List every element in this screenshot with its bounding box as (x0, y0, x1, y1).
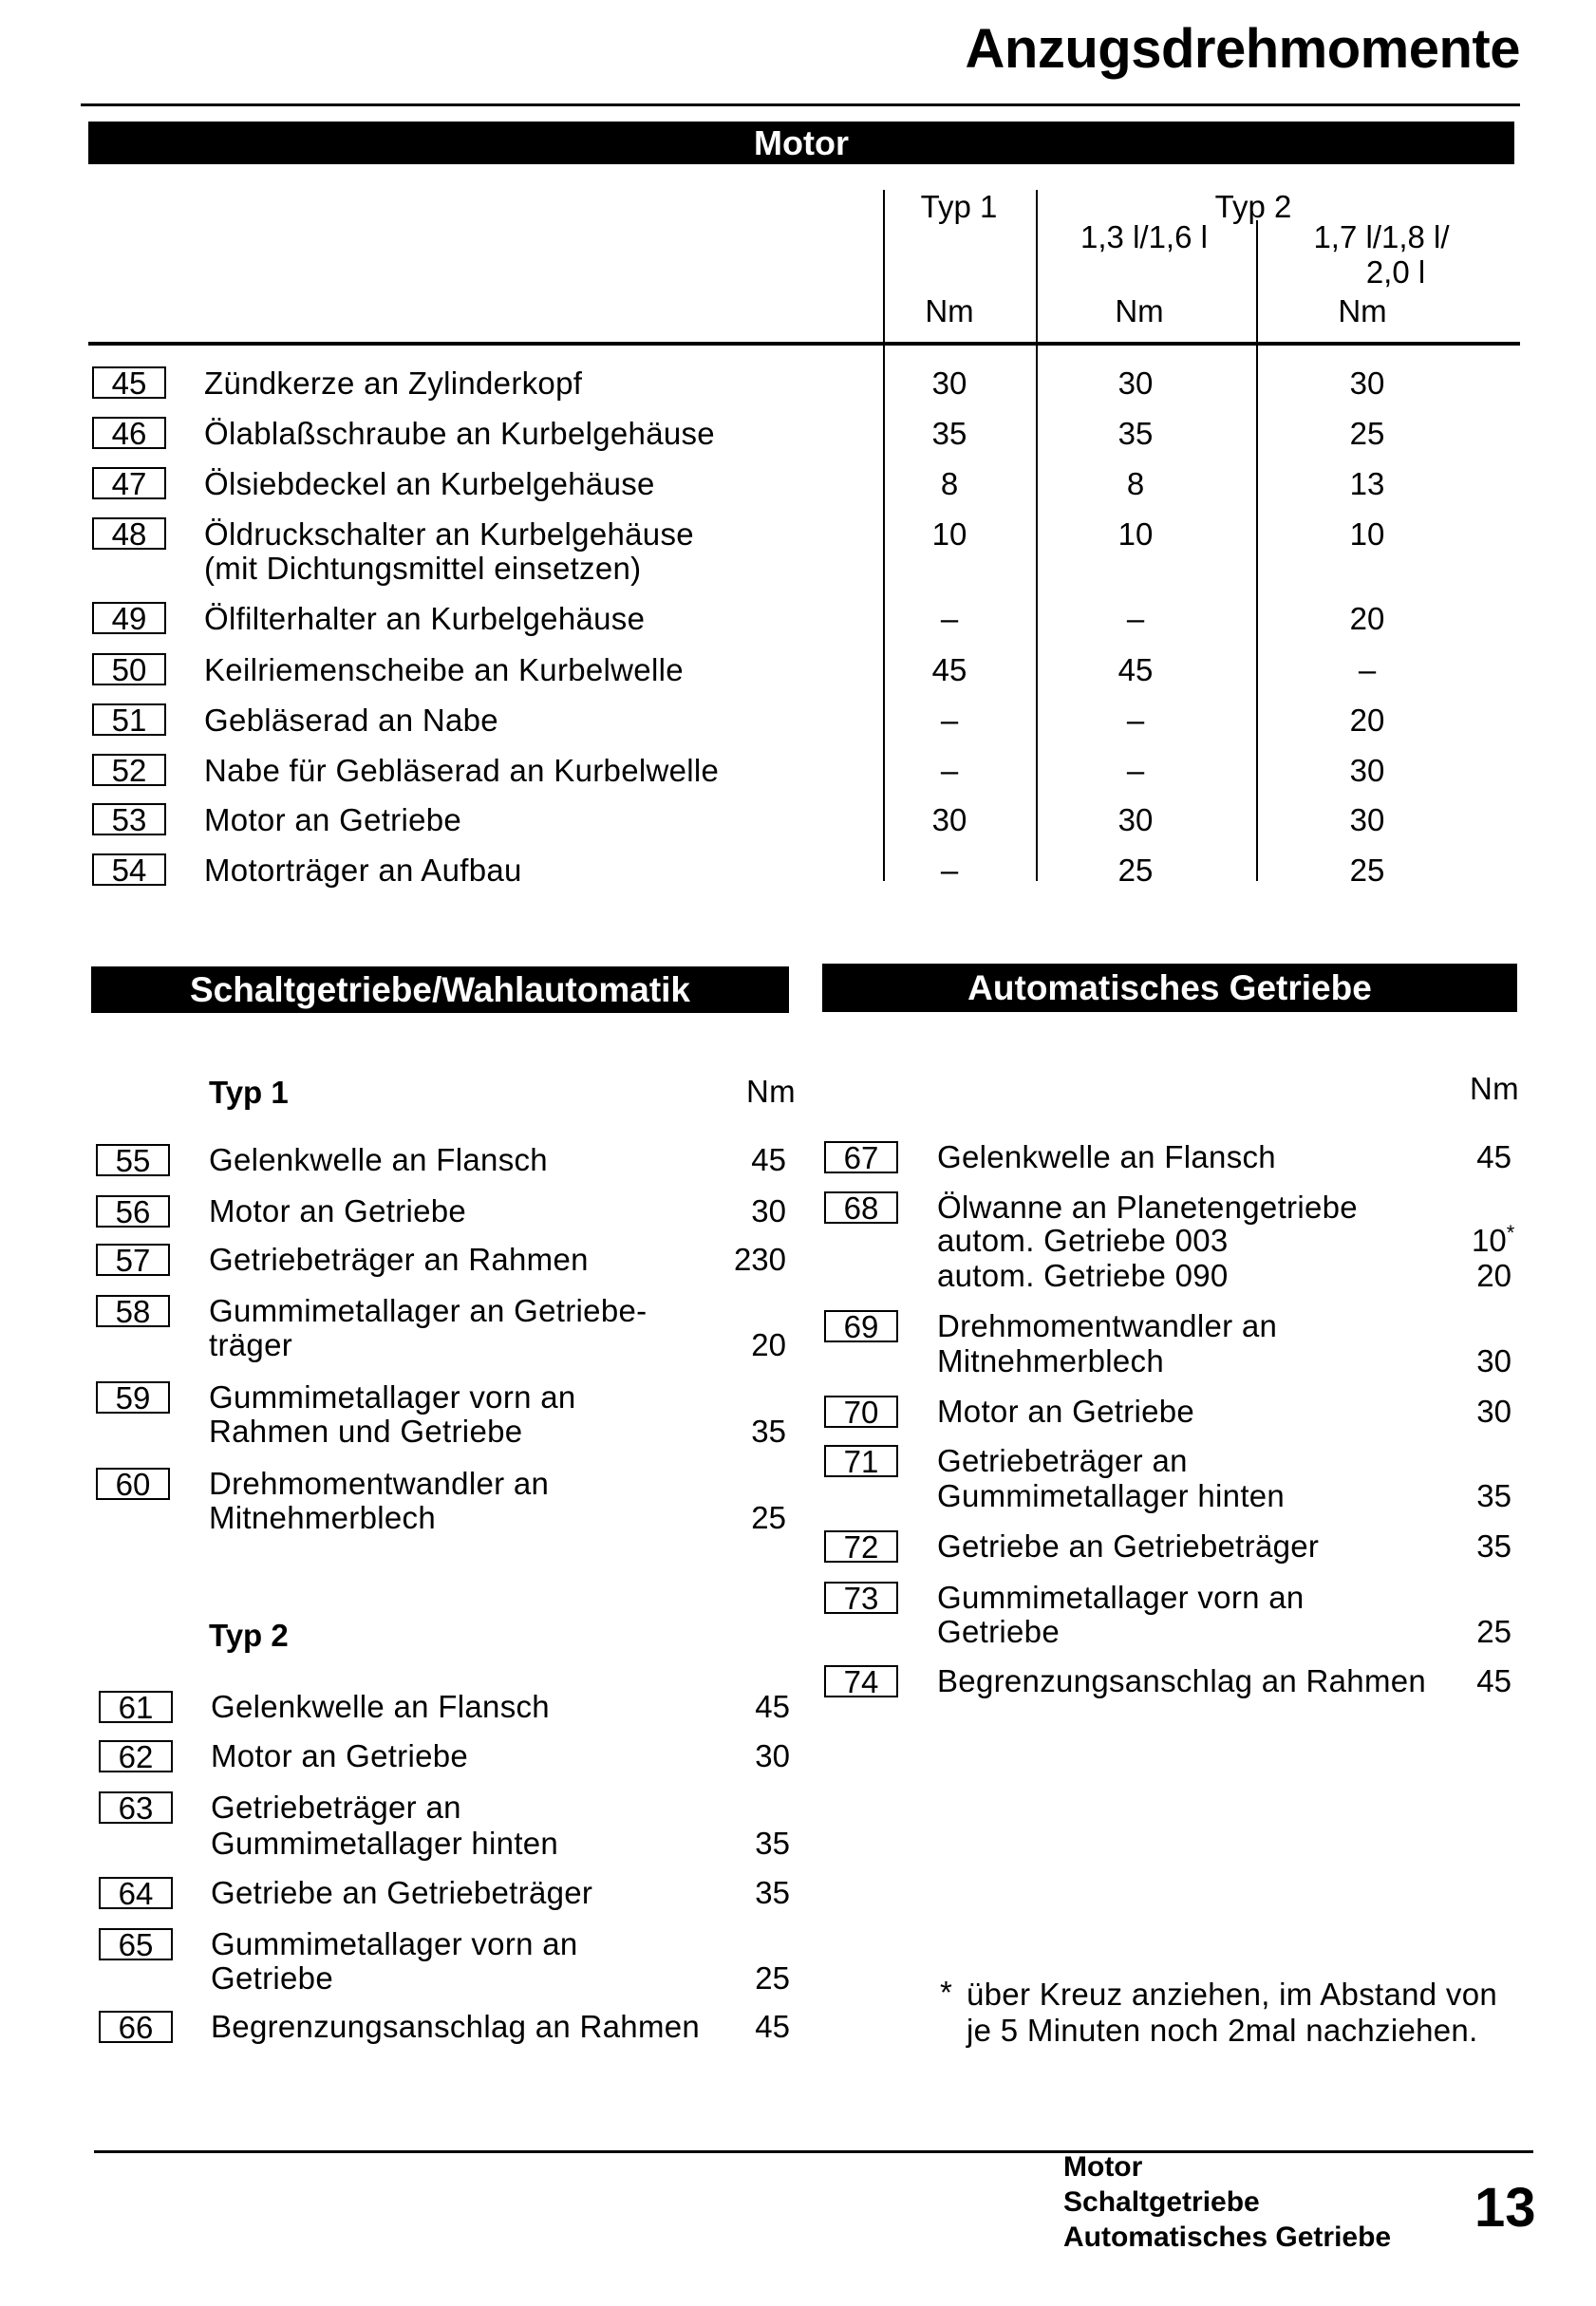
value-typ1: 35 (931, 416, 967, 451)
value-typ2a: 8 (1126, 466, 1145, 501)
column-header-typ2: Typ 2 (1214, 189, 1292, 224)
item-description: Getriebeträger an (937, 1443, 1188, 1478)
item-description-line2: Getriebe (211, 1960, 333, 1996)
footnote-line-2: je 5 Minuten noch 2mal nachziehen. (967, 2013, 1478, 2048)
item-number-box: 52 (92, 754, 166, 786)
item-number-box: 59 (96, 1381, 170, 1414)
value-typ2a: 25 (1117, 853, 1154, 888)
footnote-line-1: über Kreuz anziehen, im Abstand von (967, 1977, 1498, 2012)
item-description: Gummimetallager vorn an (209, 1379, 576, 1415)
value-typ2b: 25 (1349, 416, 1385, 451)
item-description: Getriebeträger an (211, 1790, 461, 1825)
item-description: Motor an Getriebe (211, 1738, 469, 1773)
footer-rule (94, 2150, 1533, 2153)
item-number-box: 50 (92, 653, 166, 685)
item-description: Gummimetallager an Getriebe- (209, 1293, 648, 1328)
value-typ2b: 10 (1349, 516, 1385, 552)
item-number-box: 51 (92, 703, 166, 736)
item-description: Zündkerze an Zylinderkopf (204, 366, 583, 401)
item-description: Ölfilterhalter an Kurbelgehäuse (204, 601, 646, 636)
item-number-box: 60 (96, 1468, 170, 1500)
item-number-box: 67 (824, 1141, 898, 1173)
item-description: Begrenzungsanschlag an Rahmen (937, 1663, 1427, 1698)
value-nm: 30 (755, 1738, 790, 1773)
item-description: Gummimetallager vorn an (211, 1926, 578, 1961)
item-description-variant-003: autom. Getriebe 003 (937, 1223, 1229, 1258)
value-nm: 45 (755, 2009, 790, 2044)
value-nm: 35 (751, 1414, 786, 1449)
item-number-box: 45 (92, 366, 166, 399)
item-description: Gelenkwelle an Flansch (211, 1689, 550, 1724)
item-description-line2: Gummimetallager hinten (211, 1826, 559, 1861)
item-number-box: 63 (99, 1791, 173, 1824)
item-number-box: 72 (824, 1530, 898, 1563)
column-divider-1 (883, 190, 885, 881)
value-typ1: 10 (931, 516, 967, 552)
value-nm: 45 (1476, 1663, 1512, 1698)
item-description: Gelenkwelle an Flansch (937, 1139, 1276, 1174)
item-number-box: 69 (824, 1310, 898, 1342)
item-number-box: 62 (99, 1740, 173, 1772)
item-number-box: 68 (824, 1191, 898, 1224)
value-nm: 25 (751, 1500, 786, 1535)
value-typ2a: 30 (1117, 366, 1154, 401)
item-description: Gelenkwelle an Flansch (209, 1142, 548, 1177)
item-number-box: 70 (824, 1396, 898, 1428)
value-nm: 35 (1476, 1528, 1512, 1564)
item-number-box: 57 (96, 1244, 170, 1276)
item-description: Getriebe an Getriebeträger (937, 1528, 1320, 1564)
value-typ1: – (940, 703, 959, 738)
value-typ2a: 35 (1117, 416, 1154, 451)
column-unit-typ2a: Nm (1115, 293, 1164, 328)
item-description: Begrenzungsanschlag an Rahmen (211, 2009, 701, 2044)
item-description: Gummimetallager vorn an (937, 1580, 1305, 1615)
value-nm: 30 (1476, 1343, 1512, 1378)
column-header-typ2-large-2: 2,0 l (1365, 254, 1426, 290)
section-header-schaltgetriebe (91, 966, 789, 1013)
value-nm: 35 (1476, 1478, 1512, 1513)
unit-label: Nm (1470, 1071, 1519, 1106)
value-typ2a: 30 (1117, 802, 1154, 837)
value-typ2b: 13 (1349, 466, 1385, 501)
item-description: Motorträger an Aufbau (204, 853, 522, 888)
item-description: Ölwanne an Planetengetriebe (937, 1190, 1358, 1225)
page-number: 13 (1474, 2177, 1536, 2239)
item-description-line2: träger (209, 1327, 293, 1362)
value-typ1: – (940, 753, 959, 788)
value-typ1: 45 (931, 652, 967, 687)
footer-item-automatik: Automatisches Getriebe (1063, 2222, 1392, 2253)
value-nm-003 (1472, 1221, 1515, 1258)
section-header-schaltgetriebe-label: Schaltgetriebe/Wahlautomatik (189, 970, 690, 1009)
value-typ1: – (940, 853, 959, 888)
item-description-line2: Gummimetallager hinten (937, 1478, 1286, 1513)
value-nm: 30 (1476, 1394, 1512, 1429)
item-description: Getriebe an Getriebeträger (211, 1875, 593, 1910)
section-header-motor (88, 122, 1514, 164)
value-typ1: – (940, 601, 959, 636)
column-unit-typ1: Nm (925, 293, 974, 328)
item-number-box: 66 (99, 2011, 173, 2043)
item-number-box: 47 (92, 467, 166, 499)
value-nm: 30 (751, 1193, 786, 1228)
item-number-box: 65 (99, 1928, 173, 1960)
column-header-typ1: Typ 1 (920, 189, 998, 224)
subheading-typ2: Typ 2 (209, 1618, 289, 1653)
value-nm: 25 (755, 1960, 790, 1996)
value-nm: 230 (733, 1242, 786, 1277)
item-number-box: 56 (96, 1195, 170, 1228)
column-divider-3 (1256, 220, 1258, 881)
section-header-automatik (822, 964, 1517, 1012)
item-description: Drehmomentwandler an (209, 1466, 550, 1501)
footer-item-motor: Motor (1063, 2151, 1143, 2183)
value-nm: 35 (755, 1875, 790, 1910)
item-description: Ölsiebdeckel an Kurbelgehäuse (204, 466, 655, 501)
item-description-line2: Mitnehmerblech (209, 1500, 436, 1535)
item-description: Motor an Getriebe (209, 1193, 467, 1228)
item-description-note: (mit Dichtungsmittel einsetzen) (204, 551, 642, 586)
item-number-box: 48 (92, 517, 166, 550)
item-number-box: 46 (92, 417, 166, 449)
value-typ2a: – (1126, 703, 1145, 738)
title-rule (81, 103, 1520, 106)
footnote-marker: * (1506, 1221, 1515, 1245)
item-number-box: 71 (824, 1445, 898, 1477)
value-nm: 45 (751, 1142, 786, 1177)
item-number-box: 73 (824, 1582, 898, 1614)
item-description: Keilriemenscheibe an Kurbelwelle (204, 652, 684, 687)
item-number-box: 49 (92, 602, 166, 634)
header-rule (88, 342, 1520, 346)
column-header-typ2-small: 1,3 l/1,6 l (1080, 219, 1208, 254)
value-typ2b: 20 (1349, 601, 1385, 636)
value-typ2a: 10 (1117, 516, 1154, 552)
value-typ2a: – (1126, 753, 1145, 788)
value-typ2b: 30 (1349, 802, 1385, 837)
value-typ1: 30 (931, 366, 967, 401)
section-header-automatik-label: Automatisches Getriebe (967, 968, 1372, 1007)
value-typ2b: 30 (1349, 753, 1385, 788)
item-description: Motor an Getriebe (204, 802, 462, 837)
value-nm: 25 (1476, 1614, 1512, 1649)
item-description-variant-090: autom. Getriebe 090 (937, 1258, 1229, 1293)
item-description: Nabe für Gebläserad an Kurbelwelle (204, 753, 720, 788)
item-number-box: 55 (96, 1144, 170, 1176)
value-nm: 35 (755, 1826, 790, 1861)
item-description: Gebläserad an Nabe (204, 703, 498, 738)
value-typ2a: – (1126, 601, 1145, 636)
value-typ1: 8 (940, 466, 959, 501)
value-nm-003-number: 10 (1472, 1223, 1507, 1258)
item-description: Motor an Getriebe (937, 1394, 1195, 1429)
item-number-box: 54 (92, 853, 166, 886)
item-number-box: 61 (99, 1691, 173, 1723)
value-typ2b: – (1358, 652, 1377, 687)
item-description-line2: Rahmen und Getriebe (209, 1414, 523, 1449)
value-typ2b: 20 (1349, 703, 1385, 738)
column-divider-2 (1036, 190, 1038, 881)
value-nm: 45 (1476, 1139, 1512, 1174)
item-description: Drehmomentwandler an (937, 1308, 1278, 1343)
footer-item-schaltgetriebe: Schaltgetriebe (1063, 2186, 1260, 2218)
column-unit-typ2b: Nm (1338, 293, 1387, 328)
item-number-box: 74 (824, 1665, 898, 1697)
column-header-typ2-large-1: 1,7 l/1,8 l/ (1313, 219, 1450, 254)
item-description: Ölablaßschraube an Kurbelgehäuse (204, 416, 715, 451)
section-header-motor-label: Motor (754, 123, 849, 162)
footnote-asterisk: * (940, 1975, 953, 2010)
item-number-box: 64 (99, 1877, 173, 1909)
item-number-box: 58 (96, 1295, 170, 1327)
value-typ1: 30 (931, 802, 967, 837)
value-typ2b: 25 (1349, 853, 1385, 888)
value-nm: 45 (755, 1689, 790, 1724)
unit-label: Nm (746, 1074, 796, 1109)
subheading-typ1: Typ 1 (209, 1075, 289, 1110)
item-description-line2: Mitnehmerblech (937, 1343, 1164, 1378)
value-nm-090: 20 (1476, 1258, 1512, 1293)
value-nm: 20 (751, 1327, 786, 1362)
page-title: Anzugsdrehmomente (965, 18, 1520, 80)
item-description-line2: Getriebe (937, 1614, 1060, 1649)
item-number-box: 53 (92, 803, 166, 835)
value-typ2b: 30 (1349, 366, 1385, 401)
value-typ2a: 45 (1117, 652, 1154, 687)
item-description: Getriebeträger an Rahmen (209, 1242, 589, 1277)
item-description: Öldruckschalter an Kurbelgehäuse (204, 516, 694, 552)
